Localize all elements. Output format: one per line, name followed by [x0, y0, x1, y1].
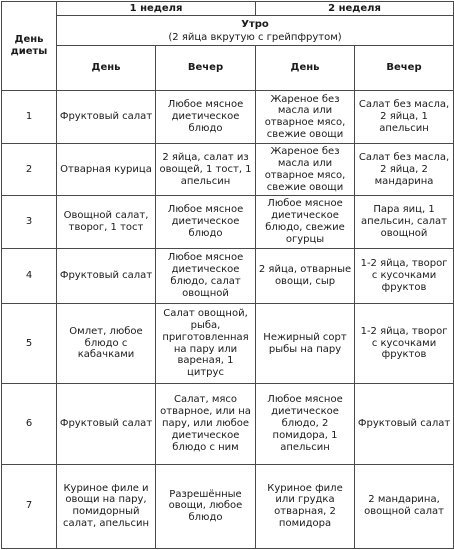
- week1-day-cell: Отварная курица: [57, 144, 156, 196]
- table-row: [2, 464, 454, 548]
- week2-evening-cell: Фруктовый салат: [355, 384, 454, 464]
- table-row: [2, 91, 454, 144]
- day-number: 5: [2, 303, 57, 383]
- week1-day-cell: Куриное филе и овощи на пару, помидорный салат, апельсин: [57, 464, 156, 548]
- day-number: 4: [2, 248, 57, 303]
- week2-day-cell: Нежирный сорт рыбы на пару: [256, 303, 355, 383]
- week1-evening-cell: Салат, мясо отварное, или на пару, или любое диетическое блюдо с ним: [156, 384, 256, 464]
- week2-evening-cell: 1-2 яйца, творог с кусочками фруктов: [355, 303, 454, 383]
- week2-evening-header: Вечер: [355, 46, 454, 91]
- week2-day-cell: 2 яйца, отварные овощи, сыр: [256, 248, 355, 303]
- table-row: [2, 303, 454, 383]
- week1-header: 1 неделя: [57, 2, 256, 16]
- week1-evening-cell: Любое мясное диетическое блюдо: [156, 196, 256, 248]
- week2-header: 2 неделя: [256, 2, 454, 16]
- week1-evening-cell: Любое мясное диетическое блюдо, салат овощной: [156, 248, 256, 303]
- table-body: [2, 91, 454, 549]
- table-header: [2, 2, 454, 91]
- day-number: 6: [2, 384, 57, 464]
- week1-day-header: День: [57, 46, 156, 91]
- week1-evening-header: Вечер: [156, 46, 256, 91]
- diet-table: [1, 1, 454, 549]
- week1-day-cell: Фруктовый салат: [57, 384, 156, 464]
- table-row: [2, 196, 454, 248]
- day-column-header: День диеты: [2, 2, 57, 91]
- week1-day-cell: Фруктовый салат: [57, 248, 156, 303]
- week2-day-cell: Жареное без масла или отварное мясо, свежие овощи: [256, 91, 355, 144]
- week1-evening-cell: Салат овощной, рыба, приготовленная на пару или вареная, 1 цитрус: [156, 303, 256, 383]
- table-row: [2, 144, 454, 196]
- week2-day-header: День: [256, 46, 355, 91]
- morning-header: [57, 16, 454, 46]
- week1-evening-cell: 2 яйца, салат из овощей, 1 тост, 1 апельсин: [156, 144, 256, 196]
- table-row: [2, 384, 454, 464]
- week1-day-cell: Омлет, любое блюдо с кабачками: [57, 303, 156, 383]
- week2-day-cell: Любое мясное диетическое блюдо, 2 помидора, 1 апельсин: [256, 384, 355, 464]
- morning-title: Утро: [241, 18, 269, 30]
- week2-evening-cell: Салат без масла, 2 яйца, 1 апельсин: [355, 91, 454, 144]
- week2-evening-cell: 2 мандарина, овощной салат: [355, 464, 454, 548]
- table-row: [2, 248, 454, 303]
- week2-evening-cell: Пара яиц, 1 апельсин, салат овощной: [355, 196, 454, 248]
- week2-day-cell: Жареное без масла или отварное мясо, свежие овощи: [256, 144, 355, 196]
- week1-evening-cell: Любое мясное диетическое блюдо: [156, 91, 256, 144]
- week2-evening-cell: Салат без масла, 2 яйца, 2 мандарина: [355, 144, 454, 196]
- day-number: 1: [2, 91, 57, 144]
- week1-evening-cell: Разрешённые овощи, любое блюдо: [156, 464, 256, 548]
- day-number: 2: [2, 144, 57, 196]
- day-number: 3: [2, 196, 57, 248]
- week2-evening-cell: 1-2 яйца, творог с кусочками фруктов: [355, 248, 454, 303]
- week1-day-cell: Фруктовый салат: [57, 91, 156, 144]
- day-number: 7: [2, 464, 57, 548]
- week2-day-cell: Куриное филе или грудка отварная, 2 помидора: [256, 464, 355, 548]
- week1-day-cell: Овощной салат, творог, 1 тост: [57, 196, 156, 248]
- week2-day-cell: Любое мясное диетическое блюдо, свежие огурцы: [256, 196, 355, 248]
- morning-note: (2 яйца вкрутую с грейпфрутом): [168, 31, 342, 43]
